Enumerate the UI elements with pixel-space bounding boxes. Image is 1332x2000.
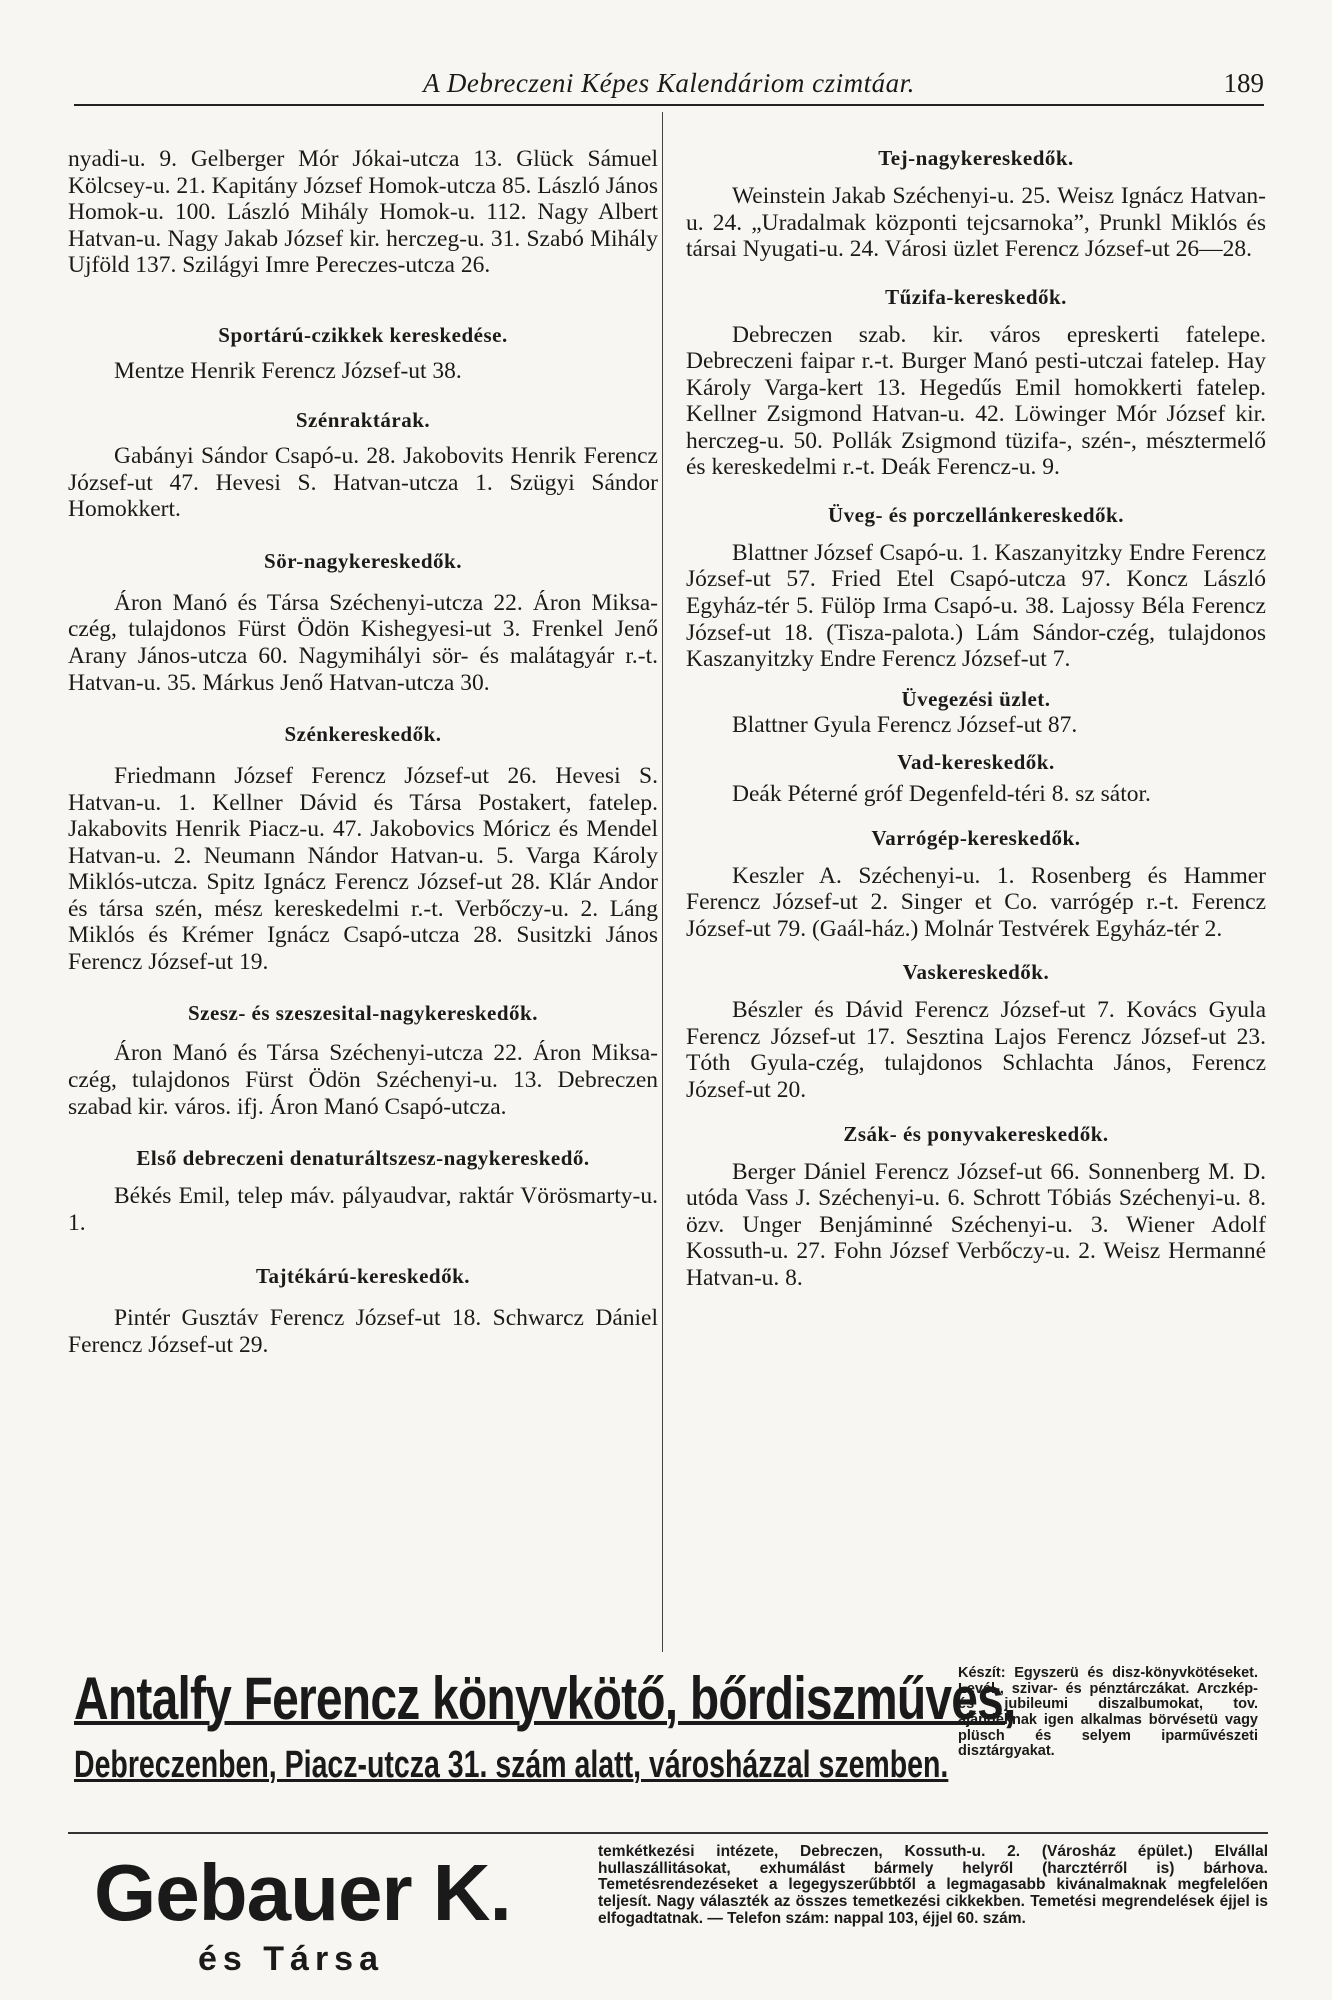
section-body: Keszler A. Széchenyi-u. 1. Rosenberg és Hammer Ferencz József-ut 2. Singer et Co. varrógép r.-t. Ferencz József-ut 79. (Gaál-ház.) Molnár Testvérek Egyház-tér 2. [686, 862, 1266, 942]
section-body: Debreczen szab. kir. város epreskerti fatelepe. Debreczeni faipar r.-t. Burger Manó pesti-utczai fatelep. Hay Károly Varga-kert 13. Hegedűs Emil homokkerti fatelep. Kellner Zsigmond Hatvan-u. 42. Löwinger Mór József kir. herczeg-u. 50. Pollák Zsigmond tüzifa-, szén-, mésztermelő és kereskedelmi r.-t. Deák Ferencz-u. 9. [686, 321, 1266, 481]
section-heading: Vaskereskedők. [902, 960, 1050, 985]
column-divider [662, 112, 663, 1652]
section-body: Áron Manó és Társa Széchenyi-utcza 22. Áron Miksa-czég, tulajdonos Fürst Ödön Széchenyi-u. 13. Debreczen szabad kir. város. ifj. Áron Manó Csapó-utcza. [68, 1040, 658, 1120]
section-heading: Tej-nagykereskedők. [878, 146, 1074, 170]
running-title: A Debreczeni Képes Kalendáriom czimtáar. [423, 68, 915, 98]
section-heading: Sportárú-czikkek kereskedése. [218, 322, 508, 347]
section-heading: Szesz- és szeszesital-nagykereskedők. [188, 1001, 538, 1026]
section-body: Deák Péterné gróf Degenfeld-téri 8. sz sátor. [732, 781, 1151, 808]
section-body: Blattner József Csapó-u. 1. Kaszanyitzky Endre Ferencz József-ut 57. Fried Etel Csapó-utcza 97. Koncz László Egyház-tér 5. Fülöp Irma Csapó-u. 38. Lajossy Béla Ferencz József-ut 18. (Tisza-palota.) Lám Sándor-czég, tulajdonos Kaszanyitzky Endre Ferencz József-ut 7. [686, 539, 1266, 673]
advertisement-antalfy [68, 1666, 1268, 1806]
section-body: Friedmann József Ferencz József-ut 26. Hevesi S. Hatvan-u. 1. Kellner Dávid és Társa Postakert, fatelep. Jakabovits Henrik Piacz-u. 47. Jakobovics Móricz és Mendel Hatvan-u. 2. Neumann Nándor Hatvan-u. 5. Varga Károly Miklós-utcza. Spitz Ignácz Ferencz József-ut 28. Klár Andor és társa szén, mész kereskedelmi r.-t. Verbőczy-u. 2. Láng Miklós és Krémer Ignácz Csapó-utcza 28. Susitzki János Ferencz József-ut 19. [68, 763, 658, 975]
section-heading: Sör-nagykereskedők. [264, 548, 462, 573]
right-column [686, 146, 1266, 1291]
section-heading: Szénraktárak. [295, 408, 431, 433]
section-body: Áron Manó és Társa Széchenyi-utcza 22. Áron Miksa-czég, tulajdonos Fürst Ödön Kishegyesi-ut 3. Frenkel Jenő Arany János-utcza 60. Nagymihályi sör- és malátagyár r.-t. Hatvan-u. 35. Márkus Jenő Hatvan-utcza 30. [68, 589, 658, 696]
section-heading: Tajtékárú-kereskedők. [255, 1264, 471, 1289]
page-header [74, 64, 1264, 106]
section-body: Pintér Gusztáv Ferencz József-ut 18. Schwarcz Dániel Ferencz József-ut 29. [68, 1305, 658, 1358]
section-body: Gabányi Sándor Csapó-u. 28. Jakobovits Henrik Ferencz József-ut 47. Hevesi S. Hatvan-utcza 1. Szügyi Sándor Homokkert. [68, 443, 658, 523]
section-heading: Zsák- és ponyvakereskedők. [843, 1121, 1109, 1146]
ad-details: temkétkezési intézete, Debreczen, Kossuth-u. 2. (Városház épület.) Elvállal hullaszállitásokat, exhumálást bármely helyről (harcztérről is) bárhova. Temetésrendezéseket a legegyszerűbbtől a legmagasabb kivánalmaknak megfelelően teljesít. Nagy választék az összes temetkezési cikkekben. Temetési megrendelések éjjel is elfogadtatnak. — Telefon szám: nappal 103, éjjel 60. szám. [598, 1843, 1268, 1927]
ad-divider [68, 1832, 1268, 1834]
ad-company-sub: és Társa [198, 1940, 384, 1978]
section-heading: Tűzifa-kereskedők. [885, 284, 1067, 309]
section-heading: Varrógép-kereskedők. [871, 825, 1081, 850]
section-heading: Üvegezési üzlet. [901, 686, 1051, 711]
continued-paragraph: nyadi-u. 9. Gelberger Mór Jókai-utcza 13. Glück Sámuel Kölcsey-u. 21. Kapitány József Homok-utcza 85. László János Homok-u. 100. László Mihály Homok-u. 112. Nagy Albert Hatvan-u. Nagy Jakab József kir. herczeg-u. 31. Szabó Mihály Ujföld 137. Szilágyi Imre Pereczes-utcza 26. [68, 146, 658, 279]
section-heading: Üveg- és porczellánkereskedők. [828, 502, 1124, 527]
section-heading: Vad-kereskedők. [897, 750, 1055, 775]
page-number: 189 [1223, 68, 1264, 98]
section-heading: Első debreczeni denaturáltszesz-nagykereskedő. [136, 1146, 590, 1171]
ad-details: Készít: Egyszerü és disz-könyvkötéseket. Levél-, szivar- és pénztárczákat. Arczkép- és jubileumi diszalbumokat, tov. ajándéknak igen alkalmas börvésetü vagy plüsch és selyem iparművészeti disztárgyakat. [958, 1665, 1258, 1760]
section-body: Berger Dániel Ferencz József-ut 66. Sonnenberg M. D. utóda Vass J. Széchenyi-u. 6. Schrott Tóbiás Széchenyi-u. 8. özv. Unger Benjáminné Széchenyi-u. 3. Wiener Adolf Kossuth-u. 27. Fohn József Verbőczy-u. 2. Weisz Hermanné Hatvan-u. 8. [686, 1158, 1266, 1291]
section-body: Weinstein Jakab Széchenyi-u. 25. Weisz Ignácz Hatvan-u. 24. „Uradalmak központi tejcsarnoka”, Prunkl Miklós és társai Nyugati-u. 24. Városi üzlet Ferencz József-ut 26—28. [686, 183, 1266, 263]
section-body: Békés Emil, telep máv. pályaudvar, raktár Vörösmarty-u. 1. [68, 1183, 658, 1236]
section-body: Mentze Henrik Ferencz József-ut 38. [114, 357, 462, 384]
ad-company-name: Gebauer K. [94, 1848, 511, 1937]
left-column [68, 146, 658, 1358]
ad-address: Debreczenben, Piacz-utcza 31. szám alatt, városházzal szemben. [74, 1744, 949, 1786]
section-heading: Szénkereskedők. [284, 722, 442, 747]
section-body: Bészler és Dávid Ferencz József-ut 7. Kovács Gyula Ferencz József-ut 17. Sesztina Lajos Ferencz József-ut 23. Tóth Gyula-czég, tulajdonos Schlachta János, Ferencz József-ut 20. [686, 997, 1266, 1104]
section-body: Blattner Gyula Ferencz József-ut 87. [732, 711, 1078, 738]
ad-headline: Antalfy Ferencz könyvkötő, bőrdiszműves, [74, 1665, 1016, 1732]
advertisement-gebauer [68, 1844, 1268, 1994]
